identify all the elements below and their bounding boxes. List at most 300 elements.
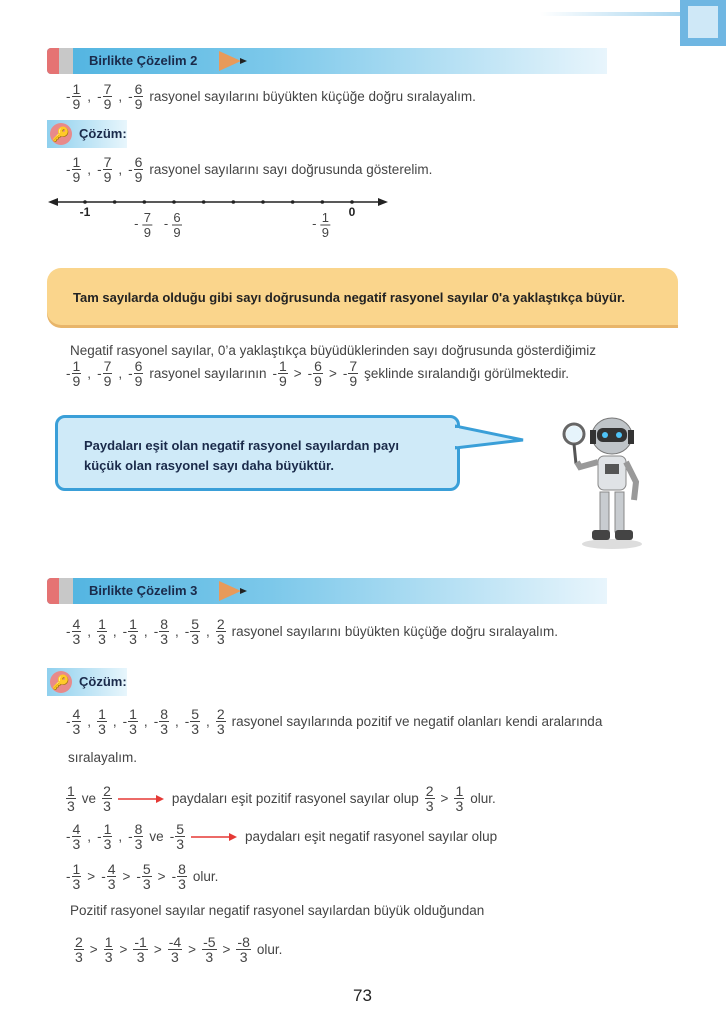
fraction [216,707,226,736]
red-arrow-icon [191,832,237,842]
tick-mark [321,200,325,204]
fraction-sign: - [128,162,133,177]
fraction-stack [134,822,144,851]
numerator: 1 [98,616,106,632]
fraction-sign: - [307,366,313,381]
fraction [128,359,143,388]
fraction-stack [107,862,117,891]
fraction [236,935,250,964]
fraction-stack [102,784,112,813]
fraction [168,935,182,964]
fraction-sign: - [128,366,133,381]
denominator: 3 [171,949,179,965]
denominator: 3 [191,721,200,737]
solution-title: Çözüm: [79,126,127,141]
text: rasyonel sayılarını sayı doğrusunda gösterelim. [149,162,433,177]
fraction [308,359,323,388]
fraction [128,82,143,111]
fraction [66,784,76,813]
numerator: 1 [321,210,329,225]
denominator: 3 [104,949,113,965]
paragraph-line-2 [64,359,573,388]
fraction-stack [168,935,182,964]
fraction [66,822,81,851]
fraction-stack [72,707,82,736]
fraction [97,617,107,646]
fraction-sign: - [97,829,102,844]
left-arrow-icon [48,198,58,206]
numerator: 7 [349,358,358,374]
bubble-tail [455,418,535,458]
denominator: 9 [134,373,143,389]
denominator: 3 [178,876,186,892]
question-line [64,82,480,111]
comma: , [87,829,92,844]
comma: , [174,714,179,729]
fraction-sign: - [136,869,141,884]
solution-title: Çözüm: [79,674,127,689]
comma: , [143,714,148,729]
fraction-stack [103,155,113,184]
fraction-stack [97,617,107,646]
highlight-box [47,268,678,325]
numerator: 2 [216,616,225,632]
numerator: 2 [216,706,225,722]
denominator: 9 [278,373,287,389]
fraction-stack [72,617,82,646]
comma: , [87,624,92,639]
fraction [104,935,114,964]
comma: , [87,714,92,729]
denominator: 3 [160,631,168,647]
numerator: 5 [191,616,200,632]
tick-mark [172,200,176,204]
fraction-stack [74,935,84,964]
text: olur. [192,869,219,884]
comma: , [206,714,210,729]
comma: , [118,829,123,844]
fraction [172,862,187,891]
numerator: 1 [103,821,112,837]
fraction [102,784,112,813]
numerator: -5 [203,934,216,950]
denominator: 3 [107,876,116,892]
fraction [123,707,138,736]
numerator: 5 [191,706,200,722]
bubble-text-2: küçük olan rasyonel sayı daha büyüktür. [84,458,334,473]
text: sıralayalım. [68,750,138,765]
comma: , [143,624,148,639]
denominator: 3 [98,631,106,647]
numerator: 4 [107,861,116,877]
numerator: 8 [160,616,168,632]
numerator: 1 [67,783,75,799]
comma: , [174,624,179,639]
fraction-stack [190,617,200,646]
denominator: 3 [191,631,200,647]
greater-than: > [188,942,197,957]
numerator: 7 [103,154,112,170]
denominator: 3 [103,798,111,814]
fraction-sign: - [272,366,277,381]
fraction-sign: - [169,829,175,844]
highlight-text: Tam sayılarda olduğu gibi sayı doğrusunda negatif rasyonel sayılar 0'a yaklaştıkça büyür. [73,290,625,305]
fraction [185,617,200,646]
denominator: 3 [129,721,137,737]
denominator: 9 [349,373,358,389]
text: rasyonel sayılarını büyükten küçüğe doğru sıralayalım. [231,624,559,639]
fraction-stack [425,784,435,813]
fraction [66,617,81,646]
numerator: 8 [178,861,186,877]
text: olur. [470,791,496,806]
numerator: 7 [143,210,151,225]
fraction-stack [134,82,144,111]
fraction [66,82,81,111]
fraction-stack [454,784,464,813]
section-title: Birlikte Çözelim 3 [89,583,198,598]
fraction-stack [103,822,113,851]
fraction [101,862,116,891]
numerator: 2 [425,783,434,799]
key-icon: 🔑 [50,671,72,693]
fraction [128,822,143,851]
numerator: 1 [455,783,464,799]
fraction-stack [159,617,169,646]
numerator: 6 [134,154,143,170]
fraction [66,862,81,891]
denominator: 9 [103,96,112,112]
numerator: -1 [134,934,147,950]
solution-line-2 [64,784,500,813]
fraction [343,359,358,388]
fraction-stack [72,82,82,111]
denominator: 3 [75,949,83,965]
corner-square-inner [688,6,718,38]
greater-than: > [153,942,162,957]
text: Pozitif rasyonel sayılar negatif rasyonel sayılardan büyük olduğundan [70,903,485,918]
fraction [66,155,81,184]
fraction-stack [104,935,114,964]
denominator: 3 [103,836,112,852]
bubble-text-1: Paydaları eşit olan negatif rasyonel sayılardan payı [84,438,400,453]
numerator: 2 [75,934,83,950]
fraction-stack [103,82,113,111]
fraction-sign: - [97,89,102,104]
fraction [66,359,81,388]
fraction-sign: - [66,366,71,381]
fraction-sign: - [312,216,317,231]
denominator: 3 [425,798,434,814]
solution-line-1b [64,750,141,765]
numerator: 6 [134,358,143,374]
denominator: 3 [136,949,145,965]
paragraph-line-1 [66,343,600,358]
fraction [170,822,185,851]
tick-mark [83,200,87,204]
numerator: 1 [129,616,137,632]
greater-than: > [157,869,166,884]
text: ve [149,829,164,844]
denominator: 3 [134,836,143,852]
numerator: 7 [103,81,112,97]
solution-line [64,155,436,184]
fraction-stack [236,935,250,964]
tick-mark [291,200,295,204]
fraction [123,617,138,646]
fraction-stack [202,935,216,964]
solution-label [47,668,127,696]
denominator: 3 [216,721,225,737]
tick-mark [261,200,265,204]
numerator: 8 [134,821,143,837]
comma: , [87,162,92,177]
numerator: 1 [104,934,113,950]
numerator: -4 [168,934,182,950]
fraction [97,707,107,736]
key-icon: 🔑 [50,123,72,145]
text: olur. [256,942,283,957]
denominator: 9 [103,169,112,185]
fraction-sign: - [66,624,71,639]
denominator: 9 [314,373,322,389]
tick-mark [113,200,117,204]
numerator: 6 [173,210,181,225]
fraction-sign: - [128,829,133,844]
numerator: 1 [72,861,81,877]
fraction [154,707,169,736]
greater-than: > [440,791,449,806]
pencil-tip-icon [219,581,241,601]
fraction [74,935,84,964]
comma: , [112,624,117,639]
denominator: 3 [67,798,75,814]
fraction [272,359,287,388]
fraction [128,155,143,184]
fraction-stack [216,707,226,736]
fraction [133,935,147,964]
fraction-stack [134,155,144,184]
fraction-stack [128,617,138,646]
speech-bubble [55,415,460,491]
numerator: -8 [237,934,250,950]
fraction-stack [133,935,147,964]
denominator: 9 [173,225,181,240]
numerator: 1 [129,706,137,722]
denominator: 9 [72,373,81,389]
fraction-stack [103,359,113,388]
tick-mark [350,200,354,204]
number-line [0,190,420,240]
fraction-stack [159,707,169,736]
fraction-sign: - [122,714,128,729]
fraction-stack [128,707,138,736]
fraction-sign: - [97,366,102,381]
fraction-stack [175,822,185,851]
denominator: 3 [176,836,184,852]
fraction-stack [66,784,76,813]
numerator: 1 [72,154,81,170]
fraction-sign: - [128,89,133,104]
fraction [136,862,151,891]
comma: , [206,624,210,639]
numerator: 1 [98,706,106,722]
text: paydaları eşit pozitif rasyonel sayılar olup [171,791,419,806]
fraction [97,822,112,851]
denominator: 3 [216,631,225,647]
denominator: 9 [134,169,143,185]
fraction-sign: - [153,624,159,639]
denominator: 3 [72,836,81,852]
denominator: 9 [72,96,81,112]
numerator: 6 [134,81,143,97]
fraction-sign: - [66,162,71,177]
fraction-sign: - [97,162,102,177]
fraction [202,935,216,964]
numerator: 5 [142,861,151,877]
fraction [66,707,81,736]
fraction-sign: - [101,869,106,884]
comma: , [118,89,123,104]
fraction-stack [216,617,226,646]
text: paydaları eşit negatif rasyonel sayılar olup [244,829,498,844]
text: rasyonel sayılarının [149,366,267,381]
fraction-stack [190,707,200,736]
fraction-stack [278,359,288,388]
fraction [185,707,200,736]
numerator: 1 [72,81,81,97]
denominator: 9 [134,96,143,112]
fraction-sign: - [342,366,348,381]
solution-line-4 [64,862,222,891]
greater-than: > [293,366,302,381]
numerator: 7 [103,358,112,374]
tick-label-min: -1 [79,205,91,219]
tick-mark [232,200,236,204]
question-line [64,617,562,646]
robot-illustration [560,412,650,552]
section-header-3 [47,578,607,604]
fraction [154,617,169,646]
numerator: 6 [314,358,322,374]
denominator: 3 [72,876,81,892]
fraction-stack [72,822,82,851]
text: şeklinde sıralandığı görülmektedir. [364,366,570,381]
text: rasyonel sayılarında pozitif ve negatif olanları kendi aralarında [231,714,603,729]
fraction-sign: - [184,624,190,639]
fraction-sign: - [171,869,177,884]
numerator: 4 [72,706,81,722]
denominator: 3 [98,721,106,737]
fraction-sign: - [66,714,71,729]
fraction [97,359,112,388]
numerator: 4 [72,821,81,837]
greater-than: > [222,942,231,957]
fraction-stack [72,359,82,388]
denominator: 3 [160,721,168,737]
fraction-stack [72,862,82,891]
fraction-stack [97,707,107,736]
right-arrow-icon [378,198,388,206]
tick-label-max: 0 [348,205,356,219]
fraction-sign: - [66,89,71,104]
fraction-stack [142,862,152,891]
tick-mark [202,200,206,204]
comma: , [87,366,92,381]
numerator: 5 [176,821,184,837]
fraction-sign: - [66,869,71,884]
greater-than: > [328,366,337,381]
greater-than: > [87,869,96,884]
comma: , [112,714,117,729]
comma: , [118,162,123,177]
numerator: 4 [72,616,81,632]
fraction [454,784,464,813]
numerator: 8 [160,706,168,722]
text: Negatif rasyonel sayılar, 0’a yaklaştıkça büyüdüklerinden sayı doğrusunda gösterdiğimiz [70,343,597,358]
solution-label [47,120,127,148]
greater-than: > [89,942,98,957]
section-header-2 [47,48,607,74]
fraction-stack [177,862,187,891]
fraction-sign: - [122,624,128,639]
fraction-stack [313,359,323,388]
solution-line-1 [64,707,606,736]
denominator: 3 [239,949,248,965]
numerator: 1 [72,358,81,374]
denominator: 3 [142,876,151,892]
denominator: 3 [205,949,214,965]
fraction-sign: - [134,216,139,231]
greater-than: > [119,942,128,957]
numerator: 1 [278,358,287,374]
denominator: 3 [72,631,81,647]
fraction [216,617,226,646]
denominator: 3 [129,631,137,647]
solution-line-6 [72,935,286,964]
fraction-sign: - [163,216,169,231]
section-title: Birlikte Çözelim 2 [89,53,198,68]
solution-line-5 [66,903,488,918]
denominator: 3 [72,721,81,737]
denominator: 9 [321,225,329,240]
denominator: 9 [143,225,151,240]
page-number: 73 [353,986,372,1005]
denominator: 3 [455,798,464,814]
fraction-stack [134,359,144,388]
fraction-sign: - [184,714,190,729]
comma: , [118,366,123,381]
fraction-sign: - [153,714,159,729]
denominator: 9 [72,169,81,185]
greater-than: > [122,869,131,884]
comma: , [87,89,92,104]
text: ve [81,791,97,806]
red-arrow-icon [118,794,164,804]
fraction-sign: - [66,829,71,844]
fraction-stack [348,359,358,388]
pencil-tip-icon [219,51,241,71]
fraction-stack [72,155,82,184]
tick-mark [143,200,147,204]
text: rasyonel sayılarını büyükten küçüğe doğru sıralayalım. [149,89,476,104]
denominator: 9 [103,373,112,389]
solution-line-3 [64,822,501,851]
fraction [97,155,112,184]
numerator: 2 [103,783,111,799]
fraction [425,784,435,813]
fraction [97,82,112,111]
